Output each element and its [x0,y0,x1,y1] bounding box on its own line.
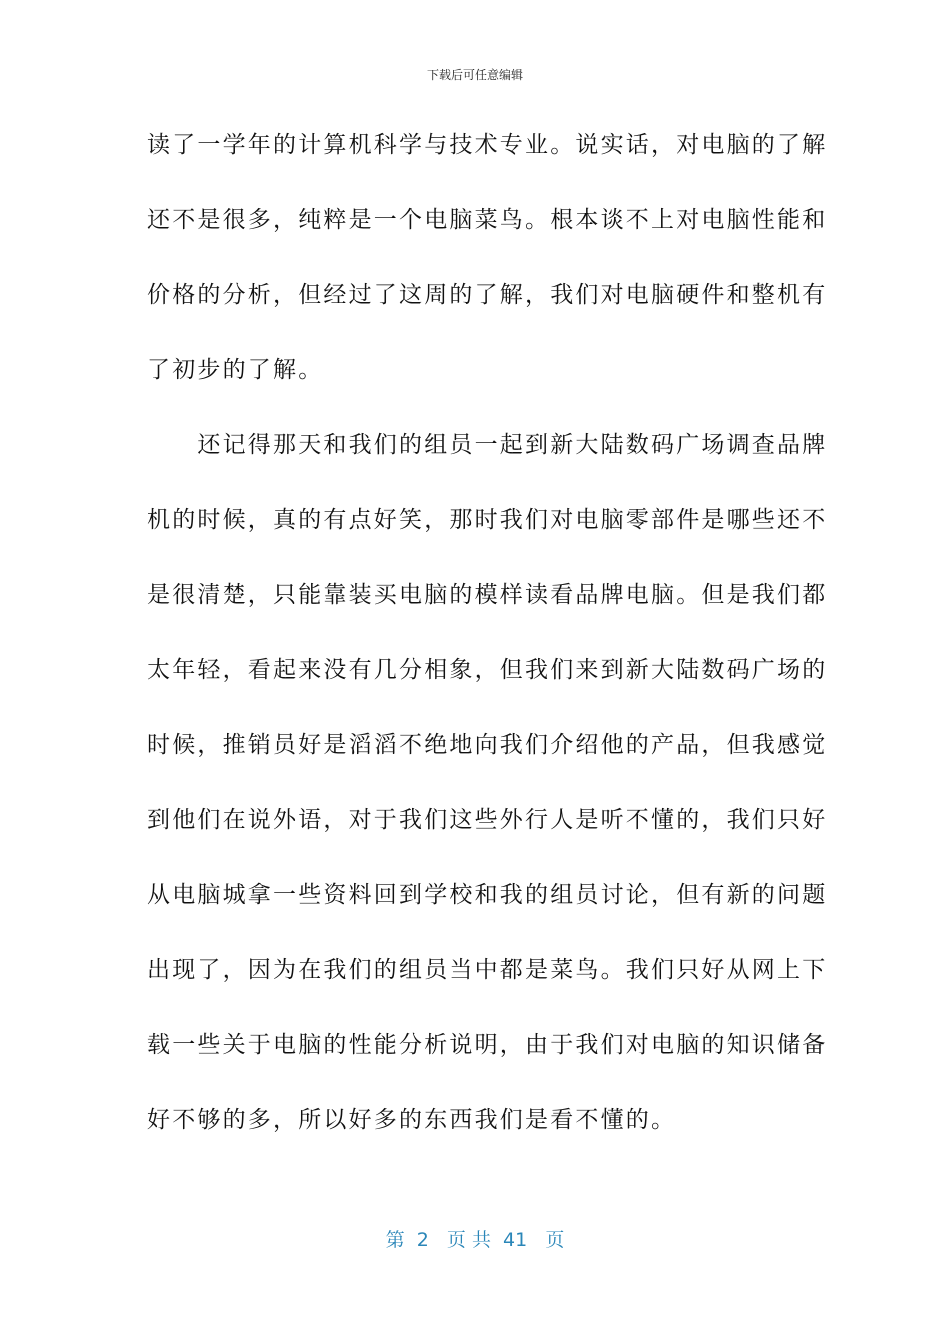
text-line: 太年轻，看起来没有几分相象，但我们来到新大陆数码广场的 [147,657,828,683]
text-line: 还记得那天和我们的组员一起到新大陆数码广场调查品牌 [147,432,828,458]
document-body [147,122,828,1172]
text-line: 是很清楚，只能靠装买电脑的模样读看品牌电脑。但是我们都 [147,582,828,608]
text-line: 出现了，因为在我们的组员当中都是菜鸟。我们只好从网上下 [147,957,828,983]
text-line: 到他们在说外语，对于我们这些外行人是听不懂的，我们只好 [147,807,828,833]
text-line: 从电脑城拿一些资料回到学校和我的组员讨论，但有新的问题 [147,882,828,908]
text-line: 载一些关于电脑的性能分析说明，由于我们对电脑的知识储备 [147,1032,828,1058]
text-line: 了初步的了解。 [147,357,324,383]
download-editable-note: 下载后可任意编辑 [426,68,523,82]
text-line: 好不够的多，所以好多的东西我们是看不懂的。 [147,1107,677,1133]
text-line: 时候，推销员好是滔滔不绝地向我们介绍他的产品，但我感觉 [147,732,828,758]
text-line: 读了一学年的计算机科学与技术专业。说实话，对电脑的了解 [147,132,828,158]
text-line: 还不是很多，纯粹是一个电脑菜鸟。根本谈不上对电脑性能和 [147,207,828,233]
text-line: 价格的分析，但经过了这周的了解，我们对电脑硬件和整机有 [147,282,828,308]
text-line: 机的时候，真的有点好笑，那时我们对电脑零部件是哪些还不 [147,507,828,533]
page-number-footer: 第 2 页 共 41 页 [385,1229,565,1251]
